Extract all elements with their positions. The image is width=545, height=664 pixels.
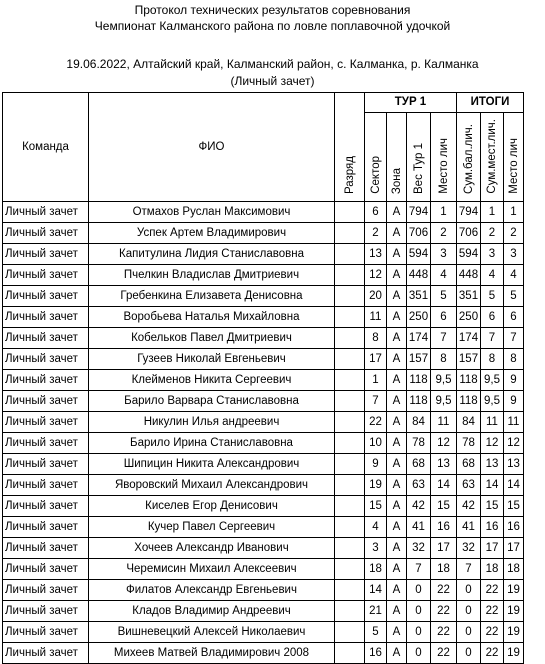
cell-place: 11 <box>431 412 457 433</box>
cell-sum-points: 706 <box>457 223 481 244</box>
cell-zone: А <box>387 223 407 244</box>
cell-sector: 19 <box>365 475 387 496</box>
cell-sum-places: 5 <box>481 286 504 307</box>
cell-name: Пчелкин Владислав Дмитриевич <box>89 265 335 286</box>
cell-team: Личный зачет <box>3 244 89 265</box>
cell-zone: А <box>387 307 407 328</box>
cell-sum-places: 11 <box>481 412 504 433</box>
cell-weight: 63 <box>407 475 431 496</box>
cell-weight: 594 <box>407 244 431 265</box>
tour1-group-header: ТУР 1 <box>365 93 457 113</box>
cell-place: 5 <box>431 286 457 307</box>
cell-place: 22 <box>431 601 457 622</box>
cell-place: 16 <box>431 517 457 538</box>
cell-place: 9,5 <box>431 370 457 391</box>
cell-sum-points: 32 <box>457 538 481 559</box>
cell-sum-places: 6 <box>481 307 504 328</box>
cell-final-place: 3 <box>504 244 524 265</box>
cell-team: Личный зачет <box>3 328 89 349</box>
cell-sum-places: 8 <box>481 349 504 370</box>
cell-place: 15 <box>431 496 457 517</box>
cell-rank <box>335 328 365 349</box>
cell-name: Клейменов Никита Сергеевич <box>89 370 335 391</box>
cell-place: 13 <box>431 454 457 475</box>
cell-rank <box>335 559 365 580</box>
cell-final-place: 19 <box>504 601 524 622</box>
cell-sum-points: 84 <box>457 412 481 433</box>
cell-team: Личный зачет <box>3 643 89 664</box>
cell-sum-points: 0 <box>457 601 481 622</box>
cell-sector: 3 <box>365 538 387 559</box>
cell-zone: А <box>387 622 407 643</box>
cell-zone: А <box>387 454 407 475</box>
cell-team: Личный зачет <box>3 559 89 580</box>
cell-name: Киселев Егор Денисович <box>89 496 335 517</box>
cell-place: 17 <box>431 538 457 559</box>
cell-team: Личный зачет <box>3 286 89 307</box>
cell-sector: 18 <box>365 559 387 580</box>
cell-team: Личный зачет <box>3 391 89 412</box>
cell-team: Личный зачет <box>3 349 89 370</box>
col-sum-places-header: Сум.мест.лич. <box>481 113 504 202</box>
cell-name: Успек Артем Владимирович <box>89 223 335 244</box>
cell-rank <box>335 223 365 244</box>
cell-weight: 41 <box>407 517 431 538</box>
table-row <box>3 601 524 622</box>
cell-team: Личный зачет <box>3 538 89 559</box>
cell-final-place: 19 <box>504 580 524 601</box>
cell-sum-points: 174 <box>457 328 481 349</box>
cell-place: 4 <box>431 265 457 286</box>
cell-final-place: 11 <box>504 412 524 433</box>
col-sum-points-header: Сум.бал.лич. <box>457 113 481 202</box>
doc-subtitle: (Личный зачет) <box>230 74 315 88</box>
cell-sum-places: 13 <box>481 454 504 475</box>
col-rank-header: Разряд <box>335 93 365 202</box>
col-team-header: Команда <box>3 93 89 202</box>
cell-name: Никулин Илья андреевич <box>89 412 335 433</box>
cell-name: Отмахов Руслан Максимович <box>89 202 335 223</box>
cell-place: 6 <box>431 307 457 328</box>
cell-team: Личный зачет <box>3 475 89 496</box>
cell-name: Капитулина Лидия Станиславовна <box>89 244 335 265</box>
table-row <box>3 244 524 265</box>
cell-sum-points: 448 <box>457 265 481 286</box>
cell-rank <box>335 391 365 412</box>
cell-team: Личный зачет <box>3 223 89 244</box>
cell-sum-points: 0 <box>457 622 481 643</box>
cell-zone: А <box>387 496 407 517</box>
cell-weight: 118 <box>407 370 431 391</box>
cell-zone: А <box>387 601 407 622</box>
cell-sum-places: 22 <box>481 580 504 601</box>
cell-place: 18 <box>431 559 457 580</box>
cell-sum-places: 22 <box>481 622 504 643</box>
cell-name: Воробьева Наталья Михайловна <box>89 307 335 328</box>
cell-rank <box>335 580 365 601</box>
cell-zone: А <box>387 538 407 559</box>
cell-name: Кобельков Павел Дмитриевич <box>89 328 335 349</box>
cell-name: Яворовский Михаил Александрович <box>89 475 335 496</box>
table-row <box>3 412 524 433</box>
cell-sector: 12 <box>365 265 387 286</box>
table-row <box>3 643 524 664</box>
cell-sector: 1 <box>365 370 387 391</box>
cell-rank <box>335 202 365 223</box>
cell-place: 8 <box>431 349 457 370</box>
cell-name: Гузеев Николай Евгеньевич <box>89 349 335 370</box>
cell-sum-places: 4 <box>481 265 504 286</box>
table-row <box>3 496 524 517</box>
cell-zone: А <box>387 643 407 664</box>
cell-rank <box>335 370 365 391</box>
cell-team: Личный зачет <box>3 265 89 286</box>
cell-sum-points: 118 <box>457 391 481 412</box>
table-row <box>3 349 524 370</box>
cell-sum-points: 78 <box>457 433 481 454</box>
cell-zone: А <box>387 265 407 286</box>
cell-name: Барило Ирина Станиславовна <box>89 433 335 454</box>
doc-title-line1: Протокол технических результатов соревнования <box>134 3 411 17</box>
doc-location-date: 19.06.2022, Алтайский край, Калманский район, с. Калманка, р. Калманка <box>66 57 479 71</box>
cell-place: 22 <box>431 580 457 601</box>
cell-name: Черемисин Михаил Алексеевич <box>89 559 335 580</box>
cell-weight: 0 <box>407 622 431 643</box>
cell-team: Личный зачет <box>3 496 89 517</box>
cell-team: Личный зачет <box>3 370 89 391</box>
cell-sum-points: 68 <box>457 454 481 475</box>
cell-place: 12 <box>431 433 457 454</box>
cell-rank <box>335 349 365 370</box>
cell-rank <box>335 643 365 664</box>
cell-sum-points: 42 <box>457 496 481 517</box>
cell-rank <box>335 244 365 265</box>
cell-final-place: 9 <box>504 391 524 412</box>
cell-name: Филатов Александр Евгеньевич <box>89 580 335 601</box>
cell-sector: 14 <box>365 580 387 601</box>
totals-group-header: ИТОГИ <box>457 93 524 113</box>
cell-weight: 118 <box>407 391 431 412</box>
cell-weight: 0 <box>407 580 431 601</box>
cell-sum-points: 41 <box>457 517 481 538</box>
cell-rank <box>335 307 365 328</box>
table-row <box>3 433 524 454</box>
cell-team: Личный зачет <box>3 622 89 643</box>
cell-zone: А <box>387 286 407 307</box>
cell-name: Гребенкина Елизавета Денисовна <box>89 286 335 307</box>
cell-rank <box>335 475 365 496</box>
cell-place: 14 <box>431 475 457 496</box>
results-table <box>2 92 524 664</box>
cell-rank <box>335 286 365 307</box>
cell-rank <box>335 265 365 286</box>
cell-sum-places: 22 <box>481 601 504 622</box>
table-row <box>3 328 524 349</box>
cell-sum-places: 12 <box>481 433 504 454</box>
cell-sector: 2 <box>365 223 387 244</box>
cell-final-place: 17 <box>504 538 524 559</box>
cell-sector: 16 <box>365 643 387 664</box>
cell-team: Личный зачет <box>3 580 89 601</box>
col-place-header: Место лич <box>431 113 457 202</box>
cell-sum-points: 0 <box>457 643 481 664</box>
col-weight-header: Вес Тур 1 <box>407 113 431 202</box>
cell-final-place: 5 <box>504 286 524 307</box>
cell-weight: 84 <box>407 412 431 433</box>
cell-rank <box>335 412 365 433</box>
cell-sector: 4 <box>365 517 387 538</box>
cell-rank <box>335 601 365 622</box>
cell-weight: 7 <box>407 559 431 580</box>
cell-weight: 42 <box>407 496 431 517</box>
cell-team: Личный зачет <box>3 202 89 223</box>
cell-sum-places: 1 <box>481 202 504 223</box>
col-zone-header: Зона <box>387 113 407 202</box>
cell-zone: А <box>387 244 407 265</box>
cell-final-place: 4 <box>504 265 524 286</box>
table-row <box>3 538 524 559</box>
cell-sum-points: 7 <box>457 559 481 580</box>
cell-name: Кладов Владимир Андреевич <box>89 601 335 622</box>
cell-place: 7 <box>431 328 457 349</box>
cell-zone: А <box>387 517 407 538</box>
cell-weight: 68 <box>407 454 431 475</box>
cell-sum-places: 17 <box>481 538 504 559</box>
cell-sum-places: 15 <box>481 496 504 517</box>
cell-place: 22 <box>431 622 457 643</box>
cell-final-place: 8 <box>504 349 524 370</box>
cell-sector: 22 <box>365 412 387 433</box>
cell-final-place: 19 <box>504 643 524 664</box>
results-body <box>3 202 524 664</box>
cell-weight: 78 <box>407 433 431 454</box>
cell-zone: А <box>387 202 407 223</box>
cell-rank <box>335 433 365 454</box>
cell-sum-points: 63 <box>457 475 481 496</box>
cell-final-place: 16 <box>504 517 524 538</box>
cell-zone: А <box>387 412 407 433</box>
cell-rank <box>335 454 365 475</box>
cell-sum-points: 594 <box>457 244 481 265</box>
cell-place: 3 <box>431 244 457 265</box>
cell-sum-places: 22 <box>481 643 504 664</box>
table-row <box>3 223 524 244</box>
cell-final-place: 7 <box>504 328 524 349</box>
cell-final-place: 1 <box>504 202 524 223</box>
cell-sum-places: 2 <box>481 223 504 244</box>
cell-sector: 15 <box>365 496 387 517</box>
cell-sector: 7 <box>365 391 387 412</box>
cell-name: Вишневецкий Алексей Николаевич <box>89 622 335 643</box>
cell-zone: А <box>387 370 407 391</box>
cell-final-place: 18 <box>504 559 524 580</box>
cell-final-place: 2 <box>504 223 524 244</box>
cell-final-place: 9 <box>504 370 524 391</box>
cell-zone: А <box>387 391 407 412</box>
cell-sector: 20 <box>365 286 387 307</box>
cell-rank <box>335 496 365 517</box>
table-row <box>3 475 524 496</box>
cell-name: Хочеев Александр Иванович <box>89 538 335 559</box>
cell-sector: 5 <box>365 622 387 643</box>
table-row <box>3 454 524 475</box>
cell-sum-places: 3 <box>481 244 504 265</box>
cell-zone: А <box>387 328 407 349</box>
cell-weight: 0 <box>407 643 431 664</box>
cell-weight: 351 <box>407 286 431 307</box>
cell-final-place: 12 <box>504 433 524 454</box>
cell-weight: 794 <box>407 202 431 223</box>
cell-sector: 11 <box>365 307 387 328</box>
cell-sum-places: 16 <box>481 517 504 538</box>
col-sector-header: Сектор <box>365 113 387 202</box>
cell-zone: А <box>387 580 407 601</box>
cell-sum-points: 250 <box>457 307 481 328</box>
cell-final-place: 14 <box>504 475 524 496</box>
cell-sector: 9 <box>365 454 387 475</box>
cell-team: Личный зачет <box>3 433 89 454</box>
cell-sum-points: 0 <box>457 580 481 601</box>
cell-final-place: 19 <box>504 622 524 643</box>
cell-weight: 448 <box>407 265 431 286</box>
cell-weight: 0 <box>407 601 431 622</box>
cell-rank <box>335 517 365 538</box>
cell-team: Личный зачет <box>3 517 89 538</box>
cell-team: Личный зачет <box>3 454 89 475</box>
table-row <box>3 517 524 538</box>
cell-name: Шипицин Никита Александрович <box>89 454 335 475</box>
table-row <box>3 307 524 328</box>
cell-weight: 706 <box>407 223 431 244</box>
cell-zone: А <box>387 349 407 370</box>
table-row <box>3 286 524 307</box>
cell-sector: 21 <box>365 601 387 622</box>
cell-weight: 32 <box>407 538 431 559</box>
cell-team: Личный зачет <box>3 412 89 433</box>
cell-sum-places: 9,5 <box>481 391 504 412</box>
cell-name: Барило Варвара Станиславовна <box>89 391 335 412</box>
cell-zone: А <box>387 475 407 496</box>
cell-sum-points: 794 <box>457 202 481 223</box>
cell-sum-places: 14 <box>481 475 504 496</box>
cell-rank <box>335 622 365 643</box>
cell-name: Кучер Павел Сергеевич <box>89 517 335 538</box>
cell-sector: 8 <box>365 328 387 349</box>
cell-final-place: 15 <box>504 496 524 517</box>
cell-team: Личный зачет <box>3 601 89 622</box>
col-final-place-header: Место лич <box>504 113 524 202</box>
cell-place: 1 <box>431 202 457 223</box>
cell-name: Михеев Матвей Владимирович 2008 <box>89 643 335 664</box>
cell-sector: 17 <box>365 349 387 370</box>
table-row <box>3 202 524 223</box>
cell-zone: А <box>387 433 407 454</box>
cell-rank <box>335 538 365 559</box>
cell-sum-points: 351 <box>457 286 481 307</box>
cell-sum-places: 9,5 <box>481 370 504 391</box>
cell-sector: 10 <box>365 433 387 454</box>
cell-sector: 13 <box>365 244 387 265</box>
cell-place: 2 <box>431 223 457 244</box>
cell-zone: А <box>387 559 407 580</box>
cell-sum-places: 18 <box>481 559 504 580</box>
doc-title-line2: Чемпионат Калманского района по ловле поплавочной удочкой <box>94 19 451 33</box>
table-row <box>3 622 524 643</box>
table-row <box>3 265 524 286</box>
cell-weight: 250 <box>407 307 431 328</box>
cell-sum-points: 157 <box>457 349 481 370</box>
table-row <box>3 391 524 412</box>
col-name-header: ФИО <box>89 93 335 202</box>
cell-sector: 6 <box>365 202 387 223</box>
cell-place: 22 <box>431 643 457 664</box>
cell-place: 9,5 <box>431 391 457 412</box>
cell-sum-places: 7 <box>481 328 504 349</box>
table-row <box>3 370 524 391</box>
table-row <box>3 559 524 580</box>
cell-sum-points: 118 <box>457 370 481 391</box>
cell-final-place: 13 <box>504 454 524 475</box>
cell-weight: 174 <box>407 328 431 349</box>
cell-team: Личный зачет <box>3 307 89 328</box>
cell-weight: 157 <box>407 349 431 370</box>
table-row <box>3 580 524 601</box>
cell-final-place: 6 <box>504 307 524 328</box>
